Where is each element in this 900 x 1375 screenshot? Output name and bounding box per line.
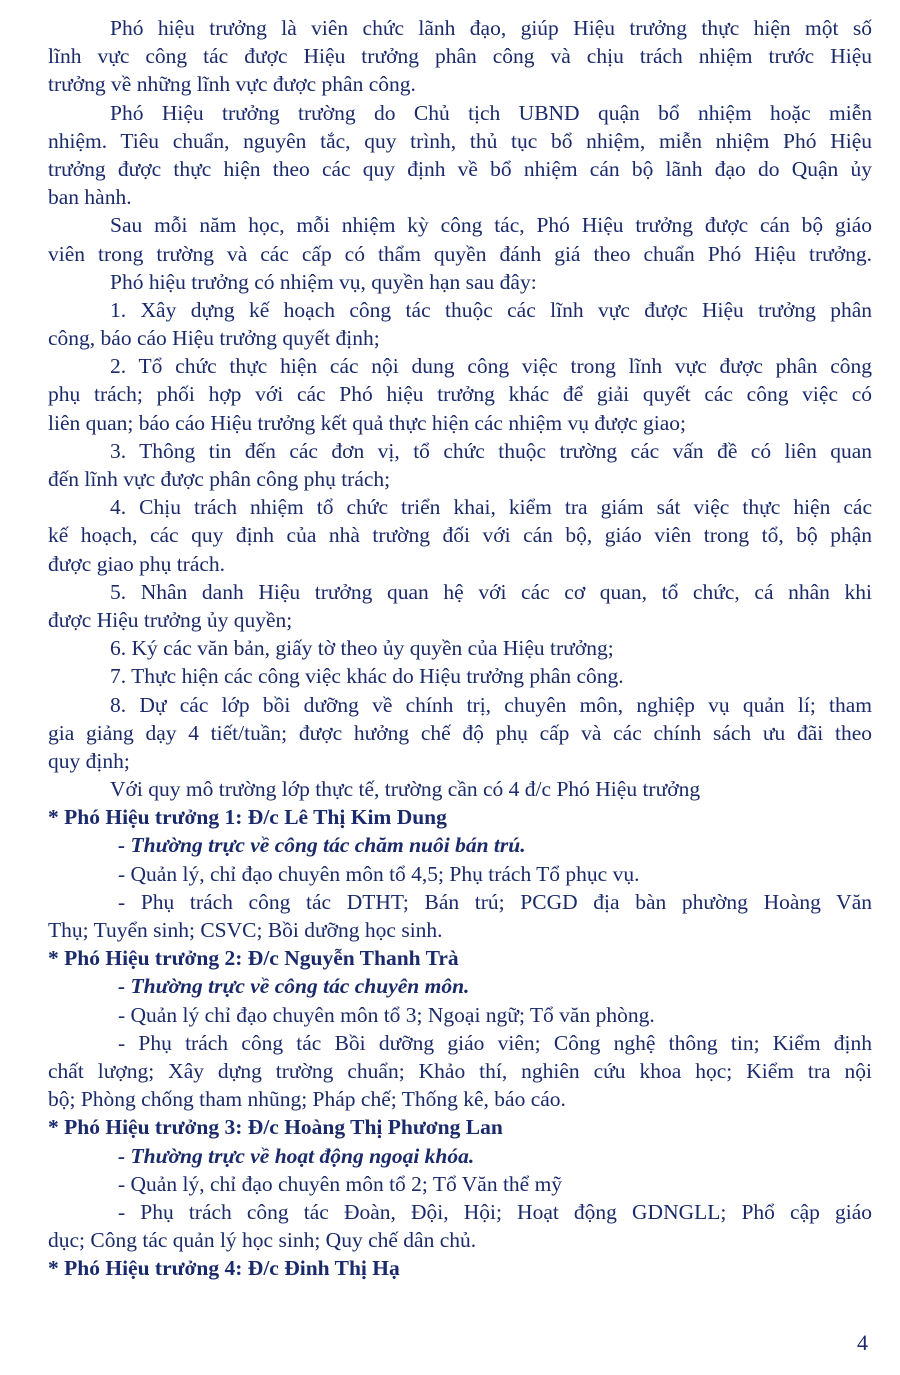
text-line: nhiệm. Tiêu chuẩn, nguyên tắc, quy trình, thủ tục bổ nhiệm, miễn nhiệm Phó Hiệu xyxy=(48,128,872,153)
text-line: - Quản lý, chỉ đạo chuyên môn tổ 4,5; Phụ trách Tổ phục vụ. xyxy=(118,861,640,886)
section-heading: * Phó Hiệu trưởng 1: Đ/c Lê Thị Kim Dung xyxy=(48,805,447,830)
text-line: 1. Xây dựng kế hoạch công tác thuộc các lĩnh vực được Hiệu trưởng phân xyxy=(110,297,872,322)
text-line: kế hoạch, các quy định của nhà trường đối với cán bộ, giáo viên trong tổ, bộ phận xyxy=(48,523,872,548)
text-line: - Phụ trách công tác Đoàn, Đội, Hội; Hoạt động GDNGLL; Phổ cập giáo xyxy=(118,1199,872,1224)
section-heading: * Phó Hiệu trưởng 2: Đ/c Nguyễn Thanh Trà xyxy=(48,946,459,971)
text-line: phụ trách; phối hợp với các Phó hiệu trưởng khác để giải quyết các công việc có xyxy=(48,382,872,407)
text-line: 8. Dự các lớp bồi dưỡng về chính trị, chuyên môn, nghiệp vụ quản lí; tham xyxy=(110,692,872,717)
text-line: - Quản lý chỉ đạo chuyên môn tổ 3; Ngoại ngữ; Tổ văn phòng. xyxy=(118,1002,655,1027)
text-line: Phó hiệu trưởng có nhiệm vụ, quyền hạn sau đây: xyxy=(110,269,537,294)
duty-heading: - Thường trực về hoạt động ngoại khóa. xyxy=(118,1143,475,1168)
text-line: chất lượng; Xây dựng trường chuẩn; Khảo thí, nghiên cứu khoa học; Kiểm tra nội xyxy=(48,1058,872,1083)
text-line: gia giảng dạy 4 tiết/tuần; được hưởng chế độ phụ cấp và các chính sách ưu đãi theo xyxy=(48,720,872,745)
text-line: - Phụ trách công tác Bồi dưỡng giáo viên; Công nghệ thông tin; Kiểm định xyxy=(118,1030,872,1055)
section-heading: * Phó Hiệu trưởng 4: Đ/c Đinh Thị Hạ xyxy=(48,1256,400,1281)
text-line: Thụ; Tuyển sinh; CSVC; Bồi dưỡng học sinh. xyxy=(48,918,443,942)
text-line: lĩnh vực công tác được Hiệu trưởng phân công và chịu trách nhiệm trước Hiệu xyxy=(48,44,872,69)
text-line: 5. Nhân danh Hiệu trưởng quan hệ với các cơ quan, tổ chức, cá nhân khi xyxy=(110,579,872,604)
text-line: công, báo cáo Hiệu trưởng quyết định; xyxy=(48,326,380,351)
text-line: quy định; xyxy=(48,748,130,773)
text-line: 2. Tổ chức thực hiện các nội dung công việc trong lĩnh vực được phân công xyxy=(110,354,872,379)
text-line: dục; Công tác quản lý học sinh; Quy chế dân chủ. xyxy=(48,1228,477,1253)
section-heading: * Phó Hiệu trưởng 3: Đ/c Hoàng Thị Phương Lan xyxy=(48,1115,503,1140)
text-line: trưởng về những lĩnh vực được phân công. xyxy=(48,72,416,97)
text-line: 7. Thực hiện các công việc khác do Hiệu trưởng phân công. xyxy=(110,664,624,689)
text-line: đến lĩnh vực được phân công phụ trách; xyxy=(48,467,391,491)
text-line: viên trong trường và các cấp có thẩm quyền đánh giá theo chuẩn Phó Hiệu trưởng. xyxy=(48,241,872,266)
text-line: 4. Chịu trách nhiệm tổ chức triển khai, kiểm tra giám sát việc thực hiện các xyxy=(110,495,872,520)
text-line: Với quy mô trường lớp thực tế, trường cần có 4 đ/c Phó Hiệu trưởng xyxy=(110,777,701,802)
text-line: được giao phụ trách. xyxy=(48,551,226,576)
text-line: Sau mỗi năm học, mỗi nhiệm kỳ công tác, Phó Hiệu trưởng được cán bộ giáo xyxy=(110,213,872,238)
text-line: 3. Thông tin đến các đơn vị, tổ chức thuộc trường các vấn đề có liên quan xyxy=(110,438,872,463)
text-line: Phó Hiệu trưởng trường do Chủ tịch UBND quận bổ nhiệm hoặc miễn xyxy=(110,100,872,125)
text-line: trưởng được thực hiện theo các quy định về bổ nhiệm cán bộ lãnh đạo do Quận ủy xyxy=(48,156,872,181)
duty-heading: - Thường trực về công tác chăm nuôi bán trú. xyxy=(118,833,526,858)
text-line: được Hiệu trưởng ủy quyền; xyxy=(48,607,293,632)
text-line: 6. Ký các văn bản, giấy tờ theo ủy quyền của Hiệu trưởng; xyxy=(110,636,614,661)
document-page xyxy=(48,14,872,1282)
text-line: ban hành. xyxy=(48,185,132,210)
duty-heading: - Thường trực về công tác chuyên môn. xyxy=(118,974,470,999)
page-number: 4 xyxy=(857,1330,868,1355)
text-line: bộ; Phòng chống tham nhũng; Pháp chế; Thống kê, báo cáo. xyxy=(48,1087,566,1112)
text-line: - Quản lý, chỉ đạo chuyên môn tổ 2; Tổ Văn thể mỹ xyxy=(118,1171,563,1196)
text-line: liên quan; báo cáo Hiệu trưởng kết quả thực hiện các nhiệm vụ được giao; xyxy=(48,410,686,435)
text-line: Phó hiệu trưởng là viên chức lãnh đạo, giúp Hiệu trưởng thực hiện một số xyxy=(110,16,872,40)
text-line: - Phụ trách công tác DTHT; Bán trú; PCGD địa bàn phường Hoàng Văn xyxy=(118,889,872,914)
